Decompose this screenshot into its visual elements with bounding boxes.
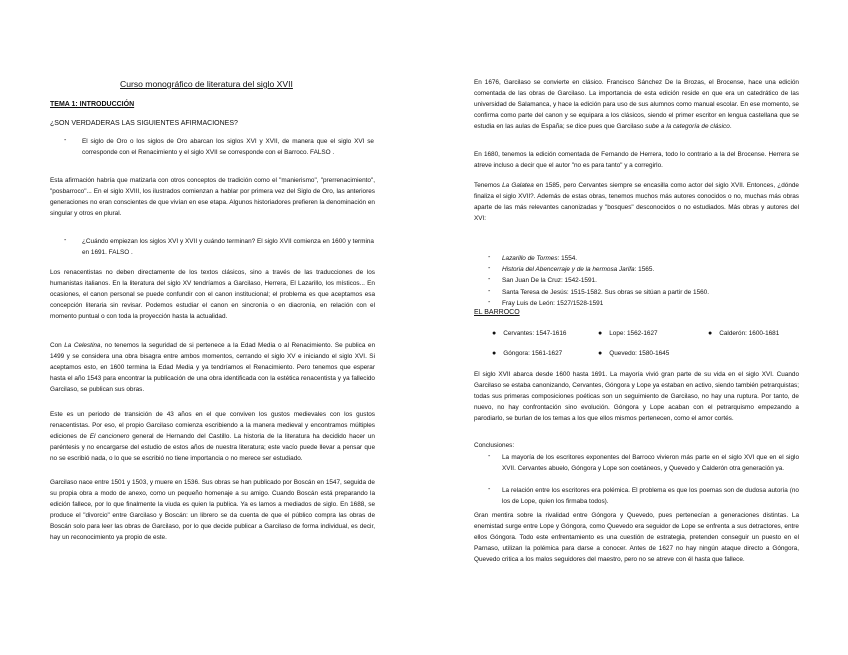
author-cervantes [492, 330, 566, 337]
p3-start: Con [50, 342, 65, 349]
dash-marker: - [64, 137, 67, 144]
paragraph-r3 [474, 181, 799, 225]
author-label: Góngora: 1561-1627 [503, 350, 563, 357]
galatea-title: La Galatea [502, 182, 534, 189]
bullet-icon: ● [598, 330, 603, 337]
author-label: Calderón: 1600-1681 [719, 330, 780, 337]
paragraph-4 [50, 410, 375, 465]
dash-marker: - [488, 287, 491, 295]
dash-marker: - [488, 486, 491, 493]
works-list-item [502, 276, 799, 287]
work-title: Lazarillo de Tormes [502, 255, 558, 262]
bullet-icon: ● [598, 350, 603, 357]
dash-marker: - [488, 453, 491, 460]
works-list-item [502, 254, 799, 265]
p3-end: , no tenemos la seguridad de si pertenece a la Edad Media o al Renacimiento. Se publica en 1499 y se considera una obra bisagra entre ambos momentos, cerrando el siglo XV e iniciando el siglo XVI. Si aceptamos esto, en 1600 termina la Edad Media y ya tendríamos el Renacimiento. Pero tenemos que esperar hasta el año 1543 para encontrar la publicación de una obra identificada con la estética renacentista y ya fallecido Garcilaso, se publican sus obras. [50, 342, 376, 393]
work-title: Santa Teresa de Jesús: 1515-1582. Sus obras se sitúan a partir de 1560. [502, 288, 710, 296]
r3-end: en 1585, pero Cervantes siempre se encasilla como actor del siglo XVII. Entonces, ¿dónde finaliza el siglo XVII?. Además de estas obras, tenemos muchos más autores conocidos o no, muchas más obras aparte de las más relevantes canonizadas y "bosques" desconocidos o no estudiados. Más obras y autores del XVI: [474, 182, 799, 222]
paragraph-r2: En 1680, tenemos la edición comentada de Fernando de Herrera, todo lo contrario a la del Brocense. Herrera se atreve incluso a decir que el autor "no es para tanto" y a corregirlo. [474, 151, 799, 169]
p4-end: general de Hernando del Castillo. La historia de la literatura ha decidido hacer un paréntesis y no encargarse del estudio de estos años de nuestra literatura; este vacío puede llevar a pensar que no se escribió nada, o lo que se escribió no tiene importancia o no merece ser estudiado. [50, 432, 375, 462]
r1-end: . [729, 122, 732, 130]
work-title: San Juan De la Cruz: 1542-1591. [502, 277, 597, 285]
paragraph-2: Los renacentistas no deben directamente de los textos clásicos, sino a través de las traducciones de los humanistas italianos. En la literatura del siglo XV tendríamos a Garcilaso, Herrera, El Lazarillo, los místicos... En ocasiones, el canon personal se puede confundir con el canon institucional; el problema es que aceptamos esa concepción literaria sin revisar. Podemos estudiar el canon en sincronía o en diacronía, en relación con el momento puntual o con toda la proyección hasta la actualidad. [50, 269, 375, 320]
author-label: Lope: 1562-1627 [609, 330, 658, 337]
work-title: Historia del Abencerraje y de la hermosa Jarifa [502, 266, 635, 274]
author-label: Cervantes: 1547-1616 [503, 330, 567, 337]
works-list-item [502, 265, 799, 276]
work-date: : 1554. [557, 255, 578, 262]
page-title: Curso monográfico de literatura del siglo XVII [120, 79, 293, 89]
paragraph-1: Esta afirmación habría que matizarla con otros conceptos de tradición como el "manierismo", "prerrenacimiento", "posbarroco"... En el siglo XVIII, los ilustrados comienzan a hablar por primera vez del Siglo de Oro, las anteriores generaciones no eran conscientes de que vivían en ese etapa. Algunos historiadores prefieren la denominación en singular y otros en plural. [50, 177, 375, 217]
paragraph-r1 [474, 78, 799, 133]
dash-marker: - [488, 254, 491, 261]
dash-marker: - [488, 265, 491, 273]
statement-1: El siglo de Oro o los siglos de Oro abarcan los siglos XVI y XVII, de manera que el siglo XVI se corresponde con el Renacimiento y el siglo XVII se corresponde con el Barroco. FALSO . [82, 138, 374, 156]
bullet-icon: ● [492, 330, 497, 337]
bullet-icon: ● [492, 350, 497, 357]
cancionero-title: El cancionero [89, 432, 130, 440]
question-heading: ¿SON VERDADERAS LAS SIGUIENTES AFIRMACIONES? [50, 120, 238, 127]
conclusion-2: La relación entre los escritores era polémica. El problema es que los poemas son de dudosa autoría (no los de Lope, quien los firmaba todos). [502, 487, 799, 505]
statement-2: ¿Cuándo empiezan los siglos XVI y XVII y cuándo terminan? El siglo XVII comienza en 1600 y termina en 1691. FALSO . [82, 238, 374, 256]
dash-marker: - [64, 237, 67, 244]
clasico-phrase: sube a la categoría de clásico [645, 122, 730, 130]
barroco-heading: EL BARROCO [474, 309, 520, 316]
author-quevedo [598, 350, 669, 357]
author-lope [598, 330, 658, 337]
author-gongora [492, 350, 562, 357]
p4-start: Este es un periodo de transición de 43 años en el que conviven los gustos medievales con los gustos renacentistas. Por eso, el propio Garcilaso comienza escribiendo a la manera medieval y encontramos múltiples ediciones de [50, 411, 375, 440]
r1-start: En 1676, Garcilaso se convierte en clásico. Francisco Sánchez De la Brozas, el Brocense, hace una edición comentada de las obras de Garcilaso. La importancia de esta edición reside en que era un catedrático de las universidad de Salamanca, y hace la edición para uso de sus alumnos como manual escolar. En ese momento, se confirma como parte del canon y se equipara a los clásicos, siendo el primer escritor en lengua castellana que se estudia en las aulas de España; se dice pues que Garcilaso [474, 79, 799, 130]
paragraph-5: Garcilaso nace entre 1501 y 1503, y muere en 1536. Sus obras se han publicado por Boscán en 1547, seguida de su propia obra a modo de anexo, como un pequeño homenaje a su amigo. Cuando Boscán está preparando la edición fallece, por lo que finalmente la viuda es quien la publica. Ya es lamos a mediados de siglo. En 1688, se produce el "divorcio" entre Garcilaso y Boscán: un librero se da cuenta de que el público compra las obras de Boscán solo para leer las obras de Garcilaso, por lo que decide publicar a Garcilaso de forma individual, es decir, hay un reconocimiento ya propio de este. [50, 479, 375, 541]
celestina-title: La Celestina [64, 342, 101, 349]
works-list-item [502, 288, 799, 299]
bullet-icon: ● [708, 330, 713, 337]
dash-marker: - [488, 298, 491, 306]
r3-start: Tenemos [474, 182, 503, 189]
paragraph-r4: El siglo XVII abarca desde 1600 hasta 1691. La mayoría vivió gran parte de su vida en el siglo XVI. Cuando Garcilaso se estaba canonizando, Cervantes, Góngora y Lope ya estaban en activo, siendo también petrarquistas; todas sus primeras composiciones poéticas son un seguimiento de Garcilaso, no hay una ruptura. Por tanto, de nuevo, no hay confrontación sino evolución. Góngora y Lope acaban con el petrarquismo empezando a parodiarlo, se burlan de los temas a los que ellos mismos pertenecen, como el amor cortés. [474, 371, 799, 422]
paragraph-3 [50, 341, 375, 396]
author-label: Quevedo: 1580-1645 [609, 350, 670, 357]
conclusions-heading: Conclusiones: [474, 442, 515, 449]
paragraph-r5: Gran mentira sobre la rivalidad entre Góngora y Quevedo, pues pertenecían a generaciones distintas. La enemistad surge entre Lope y Góngora, como Quevedo era seguidor de Lope se enfrenta a sus detractores, entre ellos Góngora. Todo este enfrentamiento es una cuestión de estrategia, pretenden conseguir un puesto en el Parnaso, utilizan la polémica para darse a conocer. Antes de 1627 no hay ningún ataque directo a Góngora, Quevedo critica a los malos seguidores del maestro, pero no se atreve con él hasta que fallece. [474, 512, 799, 563]
work-date: : 1565. [634, 266, 655, 274]
dash-marker: - [488, 276, 491, 284]
works-list-item [502, 299, 799, 310]
author-calderon [708, 330, 779, 337]
work-title: Fray Luis de León: 1527/1528-1591 [502, 299, 604, 307]
conclusion-1: La mayoría de los escritores exponentes del Barroco vivieron más parte en el siglo XVI que en el siglo XVII. Cervantes abuelo, Góngora y Lope son coetáneos, y Quevedo y Calderón otra generación ya. [502, 454, 799, 472]
section-heading: TEMA 1: INTRODUCCIÓN [50, 101, 135, 108]
